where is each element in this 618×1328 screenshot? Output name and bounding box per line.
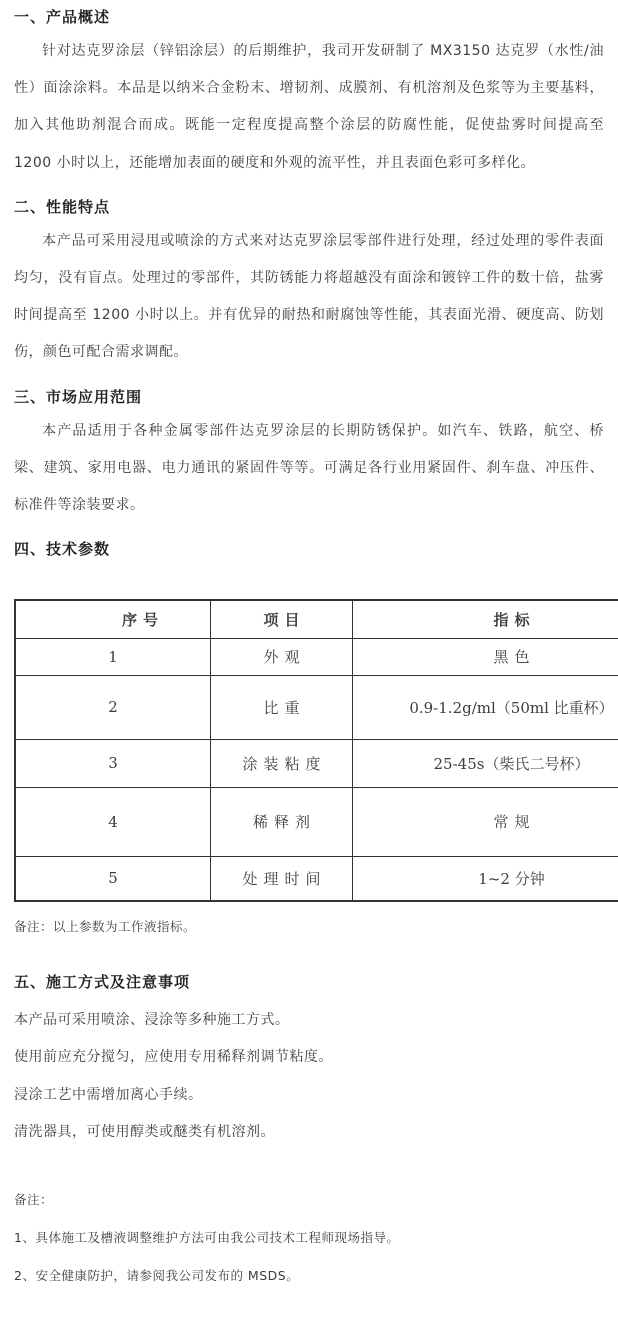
cell-item: 外观 <box>211 638 353 675</box>
table-row <box>15 856 618 901</box>
column-header-item: 项目 <box>211 600 353 638</box>
remarks-heading: 备注： <box>14 1192 54 1208</box>
cell-item: 比重 <box>211 675 353 739</box>
table-row <box>15 739 618 787</box>
cell-spec: 1~2 分钟 <box>353 856 618 901</box>
cell-item: 稀释剂 <box>211 787 353 856</box>
cell-no: 2 <box>15 675 211 739</box>
column-header-no: 序号 <box>15 600 211 638</box>
remarks-item: 1、具体施工及槽液调整维护方法可由我公司技术工程师现场指导。 <box>14 1230 400 1246</box>
features-paragraph: 本产品可采用浸甩或喷涂的方式来对达克罗涂层零部件进行处理，经过处理的零件表面均匀，没有盲点。处理过的零部件，其防锈能力将超越没有面涂和镀锌工件的数十倍，盐雾时间提高至 1200 小时以上。并有优异的耐热和耐腐蚀等性能，其表面光滑、硬度高、防划伤，颜色可配合需求调配。 <box>14 232 604 361</box>
cell-no: 1 <box>15 638 211 675</box>
overview-paragraph: 针对达克罗涂层（锌铝涂层）的后期维护，我司开发研制了 MX3150 达克罗（水性/油性）面涂涂料。本品是以纳米合金粉末、增韧剂、成膜剂、有机溶剂及色浆等为主要基料，加入其他助剂混合而成。既能一定程度提高整个涂层的防腐性能，促使盐雾时间提高至 1200 小时以上，还能增加表面的硬度和外观的流平性，并且表面色彩可多样化。 <box>14 43 604 171</box>
cell-no: 5 <box>15 856 211 901</box>
parameters-table <box>14 599 618 902</box>
table-note: 备注：以上参数为工作液指标。 <box>14 919 197 935</box>
cell-no: 3 <box>15 739 211 787</box>
table-row <box>15 787 618 856</box>
section-heading-features: 二、性能特点 <box>14 197 111 216</box>
column-header-spec: 指标 <box>353 600 618 638</box>
cell-spec: 25-45s（柴氏二号杯） <box>353 739 618 787</box>
section-heading-parameters: 四、技术参数 <box>14 540 111 559</box>
cell-spec: 常规 <box>353 787 618 856</box>
construction-line: 本产品可采用喷涂、浸涂等多种施工方式。 <box>14 1012 290 1029</box>
remarks-block <box>14 1181 604 1295</box>
cell-spec: 黑色 <box>353 638 618 675</box>
cell-item: 涂装粘度 <box>211 739 353 787</box>
construction-line: 清洗器具，可使用醇类或醚类有机溶剂。 <box>14 1123 275 1140</box>
cell-spec: 0.9-1.2g/ml（50ml 比重杯） <box>353 675 618 739</box>
applications-paragraph: 本产品适用于各种金属零部件达克罗涂层的长期防锈保护。如汽车、铁路，航空、桥梁、建筑、家用电器、电力通讯的紧固件等等。可满足各行业用紧固件、刹车盘、冲压件、标准件等涂装要求。 <box>14 422 604 514</box>
table-header-row <box>15 600 618 638</box>
construction-line: 使用前应充分搅匀，应使用专用稀释剂调节粘度。 <box>14 1049 333 1066</box>
section-heading-construction: 五、施工方式及注意事项 <box>14 973 191 992</box>
table-row <box>15 638 618 675</box>
cell-no: 4 <box>15 787 211 856</box>
table-row <box>15 675 618 739</box>
cell-item: 处理时间 <box>211 856 353 901</box>
section-heading-overview: 一、产品概述 <box>14 8 111 26</box>
section-heading-applications: 三、市场应用范围 <box>14 387 143 406</box>
construction-line: 浸涂工艺中需增加离心手续。 <box>14 1086 203 1103</box>
remarks-item: 2、安全健康防护，请参阅我公司发布的 MSDS。 <box>14 1268 300 1284</box>
